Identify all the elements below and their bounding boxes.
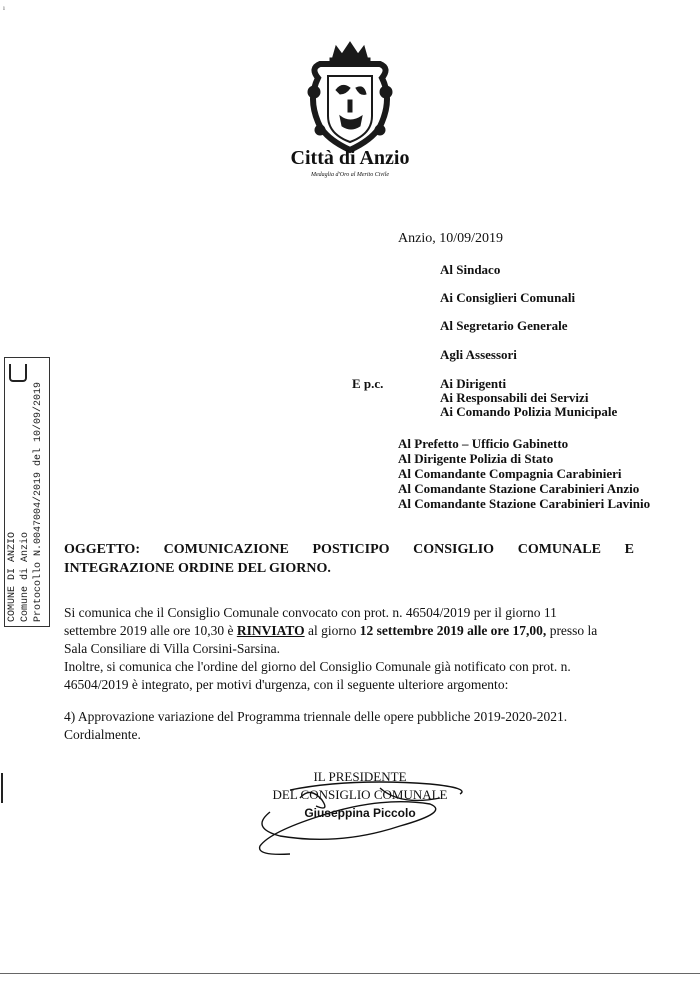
stamp-line-1: COMUNE DI ANZIO bbox=[7, 531, 18, 622]
protocol-stamp bbox=[6, 382, 45, 622]
recipient-segretario: Al Segretario Generale bbox=[440, 318, 568, 333]
body-line: Si comunica che il Consiglio Comunale convocato con prot. n. 46504/2019 per il giorno 11 bbox=[64, 605, 557, 620]
body-line: Sala Consiliare di Villa Corsini-Sarsina. bbox=[64, 641, 281, 656]
body-fragment: settembre 2019 alle ore 10,30 è bbox=[64, 623, 237, 638]
subject-word: COMUNALE bbox=[517, 542, 601, 557]
recipient-dirigenti: Ai Dirigenti bbox=[440, 376, 507, 391]
city-crest-logo bbox=[300, 38, 400, 156]
body-fragment: presso la bbox=[546, 623, 598, 638]
page-bottom-line bbox=[0, 973, 700, 974]
body-line: Inoltre, si comunica che l'ordine del giorno del Consiglio Comunale già notificato con prot. n. bbox=[64, 659, 571, 674]
recipient-carabinieri-anzio: Al Comandante Stazione Carabinieri Anzio bbox=[398, 481, 640, 496]
stamp-line-3: Protocollo N.0047004/2019 del 10/09/2019 bbox=[33, 381, 44, 622]
closing: Cordialmente. bbox=[64, 727, 141, 742]
subject-word: E bbox=[624, 542, 634, 557]
recipient-consiglieri: Ai Consiglieri Comunali bbox=[440, 290, 576, 305]
subject-word: CONSIGLIO bbox=[413, 542, 495, 557]
subject-label: OGGETTO: bbox=[64, 542, 140, 557]
city-name: Città di Anzio bbox=[290, 147, 410, 169]
body-fragment: al giorno bbox=[304, 623, 360, 638]
subject-word: COMUNICAZIONE bbox=[163, 542, 289, 557]
recipient-prefetto: Al Prefetto – Ufficio Gabinetto bbox=[398, 436, 569, 451]
margin-mark bbox=[1, 773, 3, 803]
city-motto: Medaglia d'Oro al Merito Civile bbox=[310, 172, 390, 178]
signer-title-1: IL PRESIDENTE bbox=[313, 769, 407, 784]
stamp-line-2: Comune di Anzio bbox=[20, 531, 31, 622]
recipient-sindaco: Al Sindaco bbox=[440, 262, 501, 277]
handwritten-signature bbox=[230, 776, 490, 866]
signer-title-2: DEL CONSIGLIO COMUNALE bbox=[272, 787, 448, 802]
agenda-item: 4) Approvazione variazione del Programma triennale delle opere pubbliche 2019-2020-2021. bbox=[64, 709, 568, 724]
recipient-assessori: Agli Assessori bbox=[440, 347, 517, 362]
epc-label: E p.c. bbox=[352, 376, 384, 391]
recipient-carabinieri-lavinio: Al Comandante Stazione Carabinieri Lavinio bbox=[398, 496, 651, 511]
postponed-keyword: RINVIATO bbox=[236, 623, 305, 638]
subject bbox=[64, 540, 634, 578]
body-line bbox=[64, 622, 597, 640]
new-date: 12 settembre 2019 alle ore 17,00, bbox=[359, 623, 547, 638]
recipient-compagnia-carabinieri: Al Comandante Compagnia Carabinieri bbox=[398, 466, 622, 481]
body-line: 46504/2019 è integrato, per motivi d'urgenza, con il seguente ulteriore argomento: bbox=[64, 677, 509, 692]
protocol-stamp-icon bbox=[9, 364, 27, 382]
letter-date: Anzio, 10/09/2019 bbox=[398, 231, 503, 246]
recipient-polizia-stato: Al Dirigente Polizia di Stato bbox=[398, 451, 554, 466]
subject-word: POSTICIPO bbox=[312, 542, 390, 557]
subject-line-2: INTEGRAZIONE ORDINE DEL GIORNO. bbox=[64, 561, 331, 576]
recipient-responsabili: Ai Responsabili dei Servizi bbox=[440, 390, 589, 405]
corner-mark: ı bbox=[3, 4, 5, 12]
signer-name: Giuseppina Piccolo bbox=[304, 806, 416, 820]
recipient-polizia-municipale: Ai Comando Polizia Municipale bbox=[440, 404, 618, 419]
